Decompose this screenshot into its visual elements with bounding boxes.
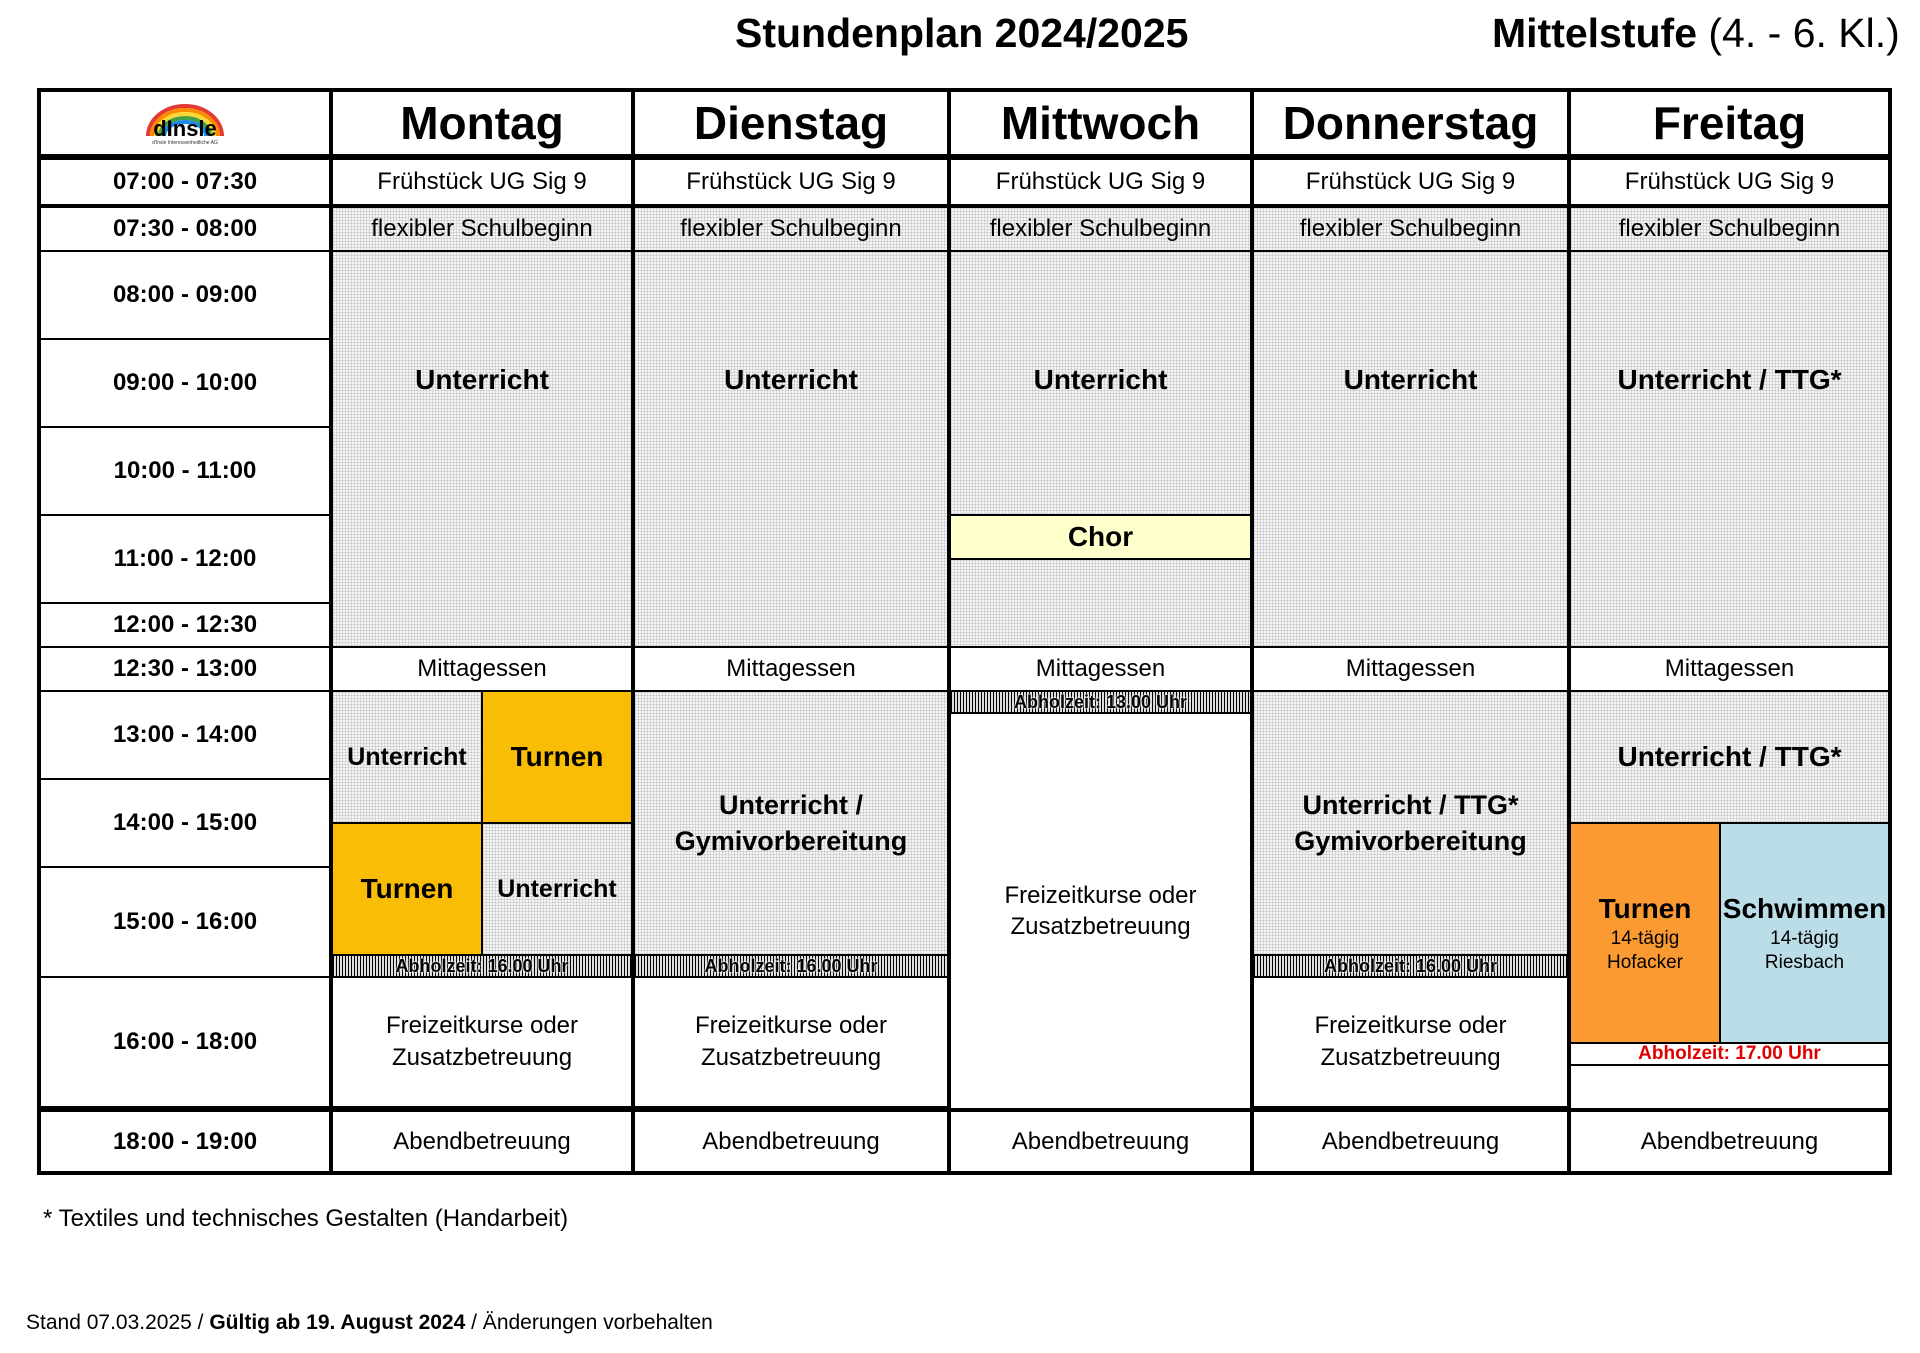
lesson-block-thursday bbox=[1252, 250, 1569, 648]
time-slot: 13:00 - 14:00 bbox=[39, 690, 331, 780]
footnote: * Textiles und technisches Gestalten (Handarbeit) bbox=[43, 1205, 569, 1232]
lesson-label-line-2: Gymivorbereitung bbox=[674, 826, 908, 856]
time-slot: 12:30 - 13:00 bbox=[39, 646, 331, 692]
gym-label: Turnen bbox=[1598, 893, 1692, 924]
changes-reserved: / Änderungen vorbehalten bbox=[471, 1311, 713, 1334]
pickup-time-monday bbox=[331, 954, 633, 978]
lunch-cell: Mittagessen bbox=[1569, 646, 1890, 692]
leisure-line-1: Freizeitkurse oder bbox=[1004, 882, 1197, 909]
stand-date: Stand 07.03.2025 / bbox=[26, 1311, 204, 1334]
school-start-cell: flexibler Schulbeginn bbox=[949, 206, 1252, 252]
gym-monday-1: Turnen bbox=[481, 690, 633, 824]
swimming-label: Schwimmen bbox=[1722, 893, 1887, 924]
valid-from: Gültig ab 19. August 2024 bbox=[209, 1311, 466, 1334]
pickup-label: Abholzeit: 16.00 Uhr bbox=[395, 956, 569, 976]
gym-monday-2: Turnen bbox=[331, 822, 483, 956]
school-start-cell: flexibler Schulbeginn bbox=[1569, 206, 1890, 252]
rainbow-logo-icon bbox=[140, 100, 230, 146]
breakfast-cell: Frühstück UG Sig 9 bbox=[1252, 158, 1569, 208]
leisure-line-2: Zusatzbetreuung bbox=[391, 1044, 573, 1071]
time-slot: 18:00 - 19:00 bbox=[39, 1110, 331, 1173]
breakfast-cell: Frühstück UG Sig 9 bbox=[1569, 158, 1890, 208]
time-slot: 07:30 - 08:00 bbox=[39, 206, 331, 252]
leisure-line-2: Zusatzbetreuung bbox=[1320, 1044, 1501, 1071]
validity-note bbox=[26, 1311, 713, 1335]
leisure-monday bbox=[331, 976, 633, 1110]
school-start-cell: flexibler Schulbeginn bbox=[1252, 206, 1569, 252]
breakfast-cell: Frühstück UG Sig 9 bbox=[331, 158, 633, 208]
breakfast-cell: Frühstück UG Sig 9 bbox=[633, 158, 949, 208]
leisure-line-1: Freizeitkurse oder bbox=[1314, 1012, 1507, 1039]
level-classes: (4. - 6. Kl.) bbox=[1708, 10, 1900, 56]
lunch-cell: Mittagessen bbox=[1252, 646, 1569, 692]
lesson-thursday-afternoon bbox=[1252, 690, 1569, 956]
lesson-label-line-1: Unterricht / TTG* bbox=[1302, 790, 1519, 820]
lesson-label: Unterricht / TTG* bbox=[1617, 364, 1842, 395]
lunch-cell: Mittagessen bbox=[949, 646, 1252, 692]
pickup-label: Abholzeit: 16.00 Uhr bbox=[704, 956, 878, 976]
swimming-friday bbox=[1719, 822, 1890, 1044]
lesson-tuesday-afternoon bbox=[633, 690, 949, 956]
time-slot: 07:00 - 07:30 bbox=[39, 158, 331, 208]
evening-care-cell: Abendbetreuung bbox=[1569, 1110, 1890, 1173]
lesson-label-line-2: Gymivorbereitung bbox=[1294, 826, 1527, 856]
school-start-cell: flexibler Schulbeginn bbox=[331, 206, 633, 252]
lesson-monday-afternoon-2: Unterricht bbox=[481, 822, 633, 956]
day-header-wednesday: Mittwoch bbox=[949, 90, 1252, 158]
day-header-monday: Montag bbox=[331, 90, 633, 158]
leisure-thursday bbox=[1252, 976, 1569, 1110]
time-slot: 14:00 - 15:00 bbox=[39, 778, 331, 868]
pickup-time-wednesday bbox=[949, 690, 1252, 714]
pickup-time-tuesday bbox=[633, 954, 949, 978]
choir-block: Chor bbox=[949, 514, 1252, 560]
gym-friday bbox=[1569, 822, 1721, 1044]
lesson-label: Unterricht bbox=[724, 364, 858, 395]
evening-care-cell: Abendbetreuung bbox=[949, 1110, 1252, 1173]
school-start-cell: flexibler Schulbeginn bbox=[633, 206, 949, 252]
swimming-frequency: 14-tägig bbox=[1770, 928, 1839, 949]
leisure-line-1: Freizeitkurse oder bbox=[385, 1012, 579, 1039]
breakfast-cell: Frühstück UG Sig 9 bbox=[949, 158, 1252, 208]
lunch-cell: Mittagessen bbox=[633, 646, 949, 692]
lesson-block-wednesday-late bbox=[949, 558, 1252, 648]
swimming-location: Riesbach bbox=[1764, 952, 1845, 973]
leisure-wednesday bbox=[949, 712, 1252, 1110]
logo-cell bbox=[39, 90, 331, 158]
time-slot: 16:00 - 18:00 bbox=[39, 976, 331, 1110]
time-slot: 11:00 - 12:00 bbox=[39, 514, 331, 604]
day-header-tuesday: Dienstag bbox=[633, 90, 949, 158]
lesson-friday-afternoon: Unterricht / TTG* bbox=[1569, 690, 1890, 824]
lesson-monday-afternoon-1: Unterricht bbox=[331, 690, 483, 824]
pickup-label: Abholzeit: 13.00 Uhr bbox=[1013, 692, 1188, 712]
leisure-line-2: Zusatzbetreuung bbox=[700, 1044, 882, 1071]
evening-care-cell: Abendbetreuung bbox=[331, 1110, 633, 1173]
day-header-thursday: Donnerstag bbox=[1252, 90, 1569, 158]
pickup-time-thursday bbox=[1252, 954, 1569, 978]
time-slot: 10:00 - 11:00 bbox=[39, 426, 331, 516]
lesson-block-tuesday bbox=[633, 250, 949, 648]
level-title bbox=[1492, 10, 1900, 57]
lesson-label-line-1: Unterricht / bbox=[718, 790, 864, 820]
time-slot: 09:00 - 10:00 bbox=[39, 338, 331, 428]
page-title: Stundenplan 2024/2025 bbox=[735, 10, 1189, 56]
time-slot: 08:00 - 09:00 bbox=[39, 250, 331, 340]
leisure-line-1: Freizeitkurse oder bbox=[694, 1012, 888, 1039]
evening-care-cell: Abendbetreuung bbox=[633, 1110, 949, 1173]
time-slot: 12:00 - 12:30 bbox=[39, 602, 331, 648]
lesson-label: Unterricht bbox=[415, 364, 549, 395]
gym-frequency: 14-tägig bbox=[1610, 928, 1680, 949]
pickup-label: Abholzeit: 16.00 Uhr bbox=[1323, 956, 1498, 976]
lesson-label: Unterricht bbox=[1033, 364, 1168, 395]
evening-care-cell: Abendbetreuung bbox=[1252, 1110, 1569, 1173]
time-slot: 15:00 - 16:00 bbox=[39, 866, 331, 978]
lesson-block-friday bbox=[1569, 250, 1890, 648]
lesson-block-monday bbox=[331, 250, 633, 648]
lunch-cell: Mittagessen bbox=[331, 646, 633, 692]
leisure-tuesday bbox=[633, 976, 949, 1110]
logo-tagline: d'Insle Interessenheitliche AG bbox=[152, 140, 218, 146]
day-header-friday: Freitag bbox=[1569, 90, 1890, 158]
logo-text: dInsle bbox=[153, 116, 217, 141]
friday-empty-slot bbox=[1569, 1064, 1890, 1110]
leisure-line-2: Zusatzbetreuung bbox=[1010, 913, 1191, 940]
lesson-block-wednesday bbox=[949, 250, 1252, 516]
pickup-time-friday: Abholzeit: 17.00 Uhr bbox=[1569, 1042, 1890, 1066]
level-name: Mittelstufe bbox=[1492, 10, 1697, 56]
gym-location: Hofacker bbox=[1606, 952, 1684, 973]
lesson-label: Unterricht bbox=[1343, 364, 1478, 395]
